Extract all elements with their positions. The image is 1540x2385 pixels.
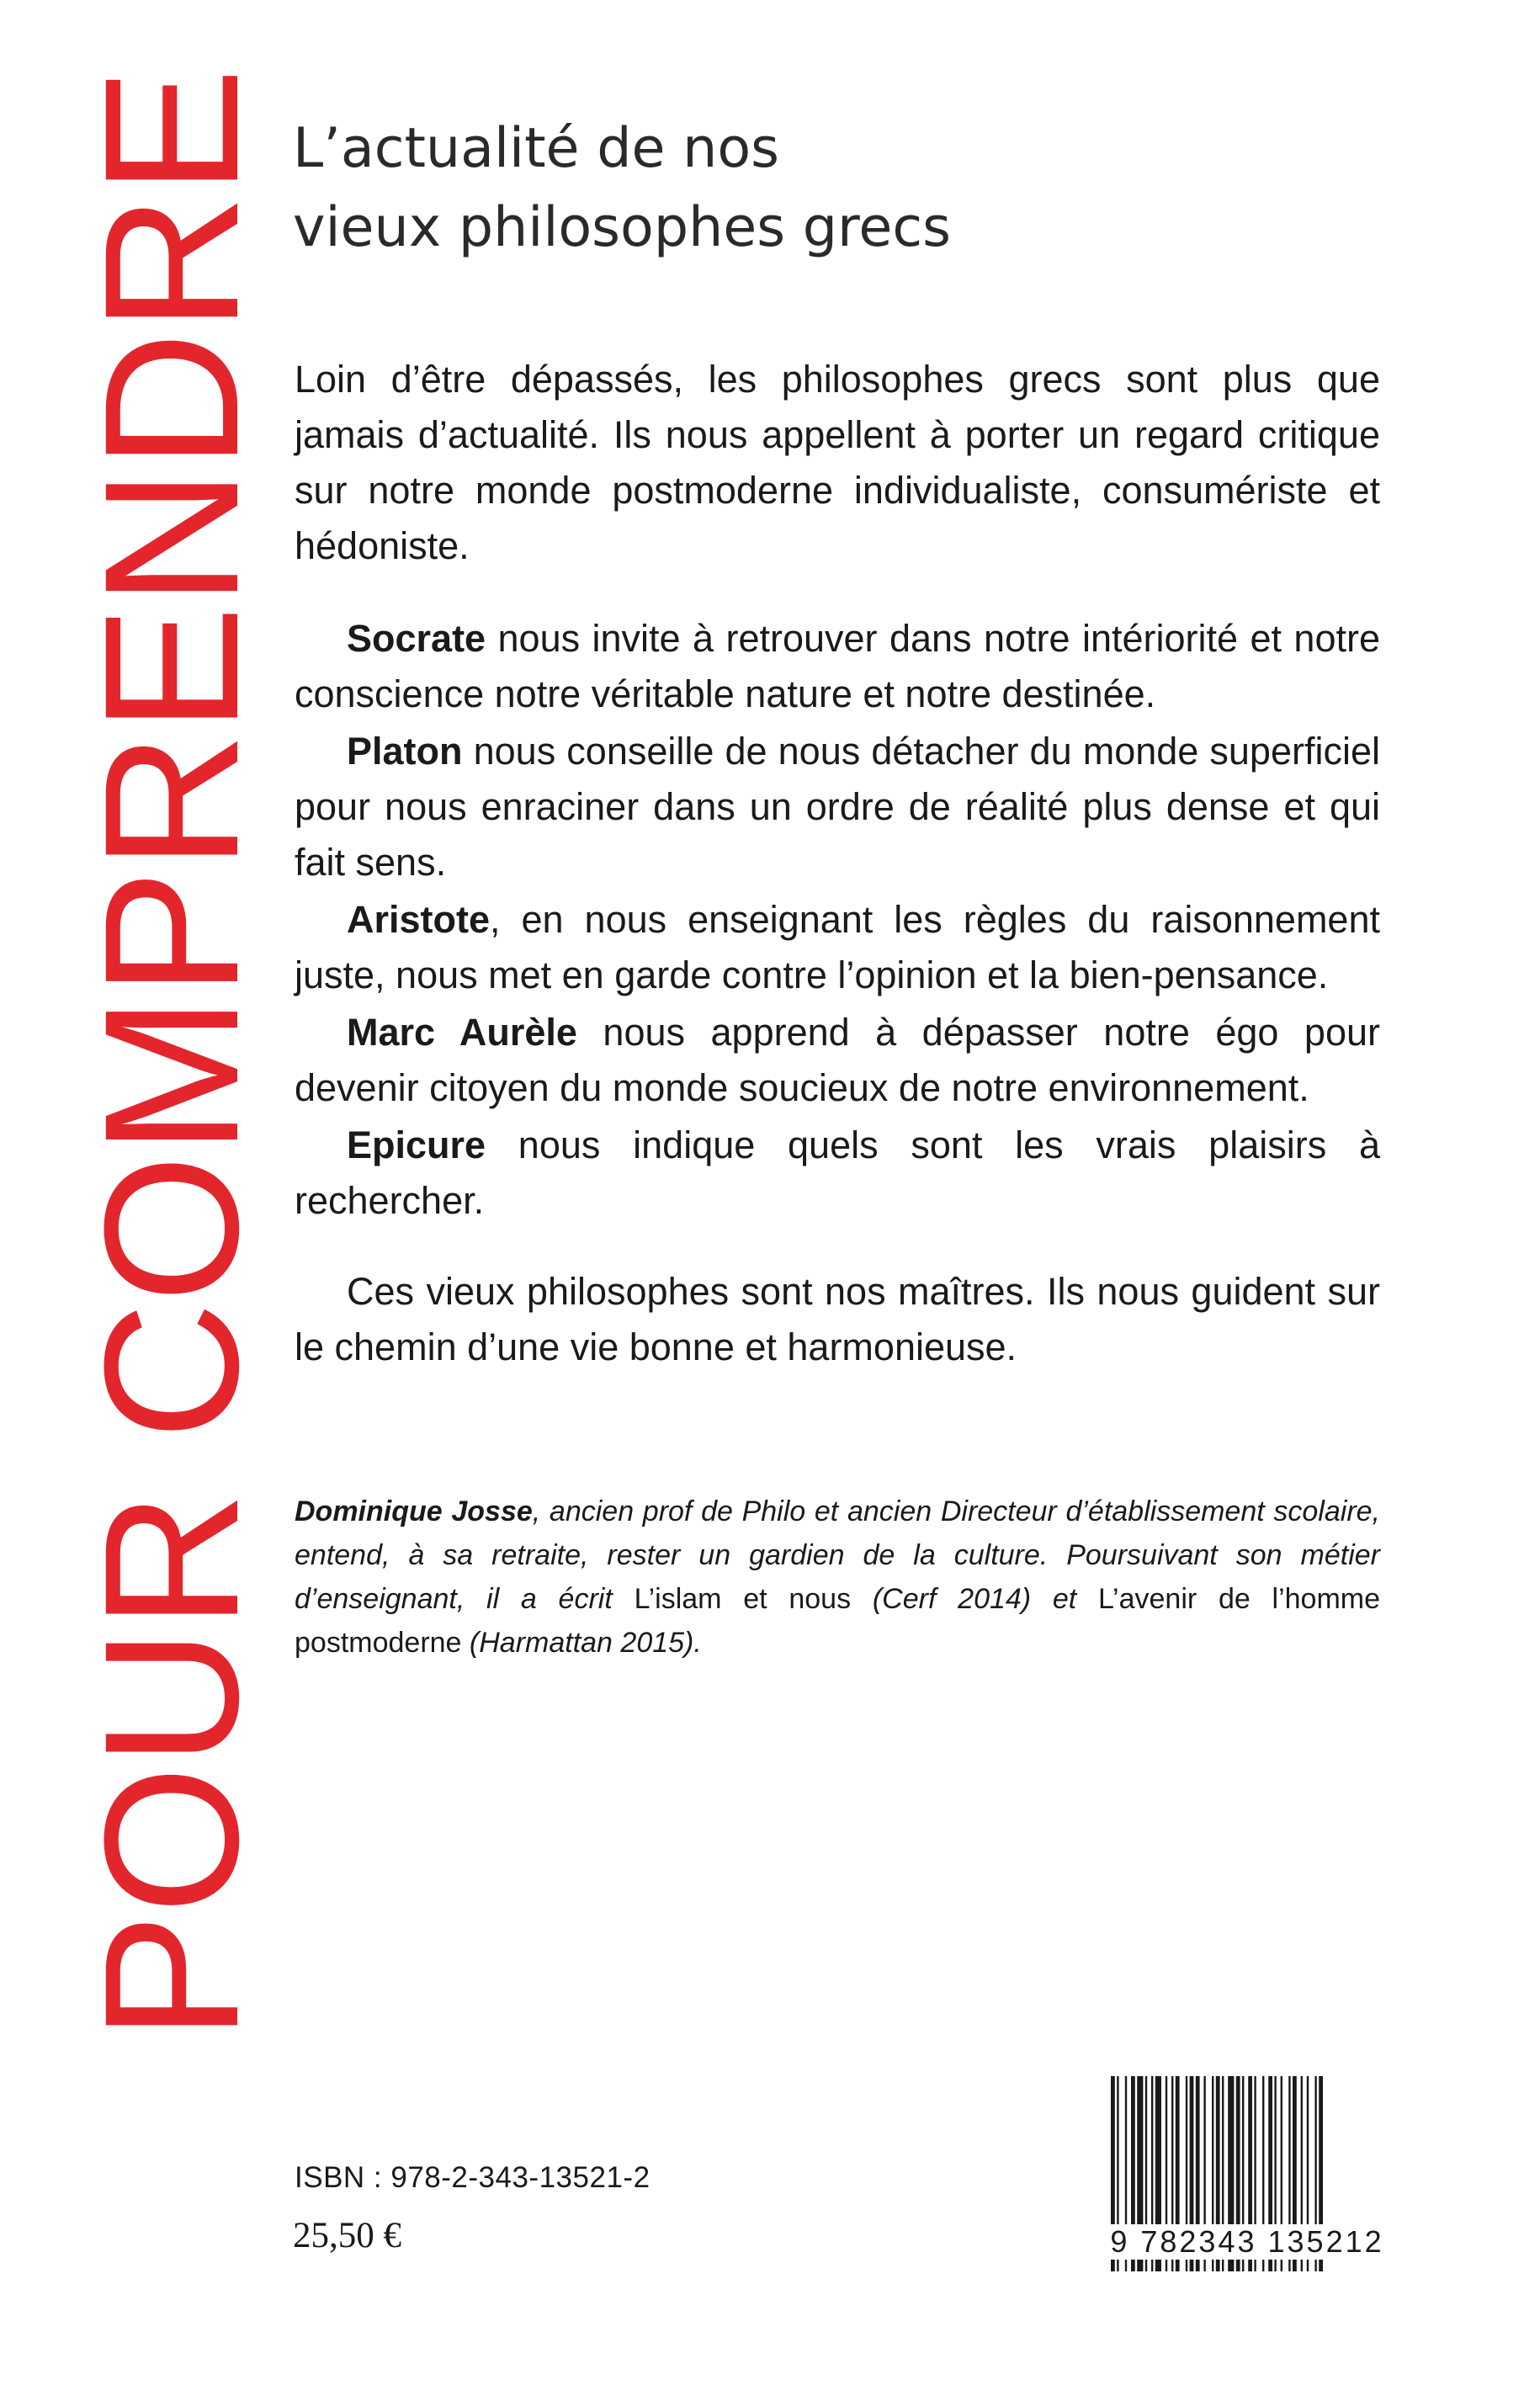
title-line-1: L’actualité de nos [293,117,779,180]
barcode-digits: 9 782343 135212 [1104,2224,1390,2260]
book-publisher-2: (Harmattan 2015). [461,1627,702,1659]
author-bio-text: , ancien prof de Philo et ancien Directeur d’établissement scolaire, entend, à sa retraite, rester un gardien de la culture. Poursuivant son métier d’enseignant, il a écrit [295,1495,1380,1615]
philosopher-aristote [295,892,1380,1003]
philosopher-text: nous apprend à dépasser notre égo pour devenir citoyen du monde soucieux de notre environnement. [295,1011,1381,1109]
book-title [293,109,1387,268]
philosopher-text: , en nous enseignant les règles du raisonnement juste, nous met en garde contre l’opinion et la bien-pensance. [295,898,1380,996]
philosopher-name: Aristote [347,898,491,941]
philosopher-name: Platon [347,730,463,773]
blurb [295,352,1380,1375]
book-title-2: L’avenir de l’homme postmoderne [295,1583,1381,1659]
title-line-2: vieux philosophes grecs [293,196,951,259]
author-bio [295,1490,1380,1665]
philosopher-text: nous indique quels sont les vrais plaisirs à rechercher. [295,1123,1380,1222]
philosopher-marc-aurele [295,1005,1380,1116]
philosopher-text: nous conseille de nous détacher du monde superficiel pour nous enraciner dans un ordre de réalité plus dense et qui fait sens. [295,730,1380,884]
philosopher-socrate [295,611,1380,722]
philosopher-name: Marc Aurèle [347,1011,577,1054]
series-label: POUR COMPRENDRE [66,68,279,2041]
price-label: 25,50 € [293,2216,401,2255]
book-publisher-1: (Cerf 2014) et [851,1583,1098,1615]
philosopher-name: Socrate [347,617,486,660]
philosopher-epicure [295,1118,1380,1229]
intro-paragraph: Loin d’être dépassés, les philosophes grecs sont plus que jamais d’actualité. Ils nous appellent à porter un regard critique sur notre monde postmoderne individualiste, consumériste et hédoniste. [295,358,1380,567]
philosopher-name: Epicure [347,1123,486,1166]
philosopher-text: nous invite à retrouver dans notre intériorité et notre conscience notre véritable nature et notre destinée. [295,617,1380,715]
author-name: Dominique Josse [295,1495,533,1527]
conclusion-paragraph: Ces vieux philosophes sont nos maîtres. Ils nous guident sur le chemin d’une vie bonne et harmonieuse. [295,1270,1380,1368]
philosopher-platon [295,724,1380,890]
book-title-1: L’islam et nous [634,1583,852,1615]
isbn-label: ISBN : 978-2-343-13521-2 [295,2161,651,2194]
